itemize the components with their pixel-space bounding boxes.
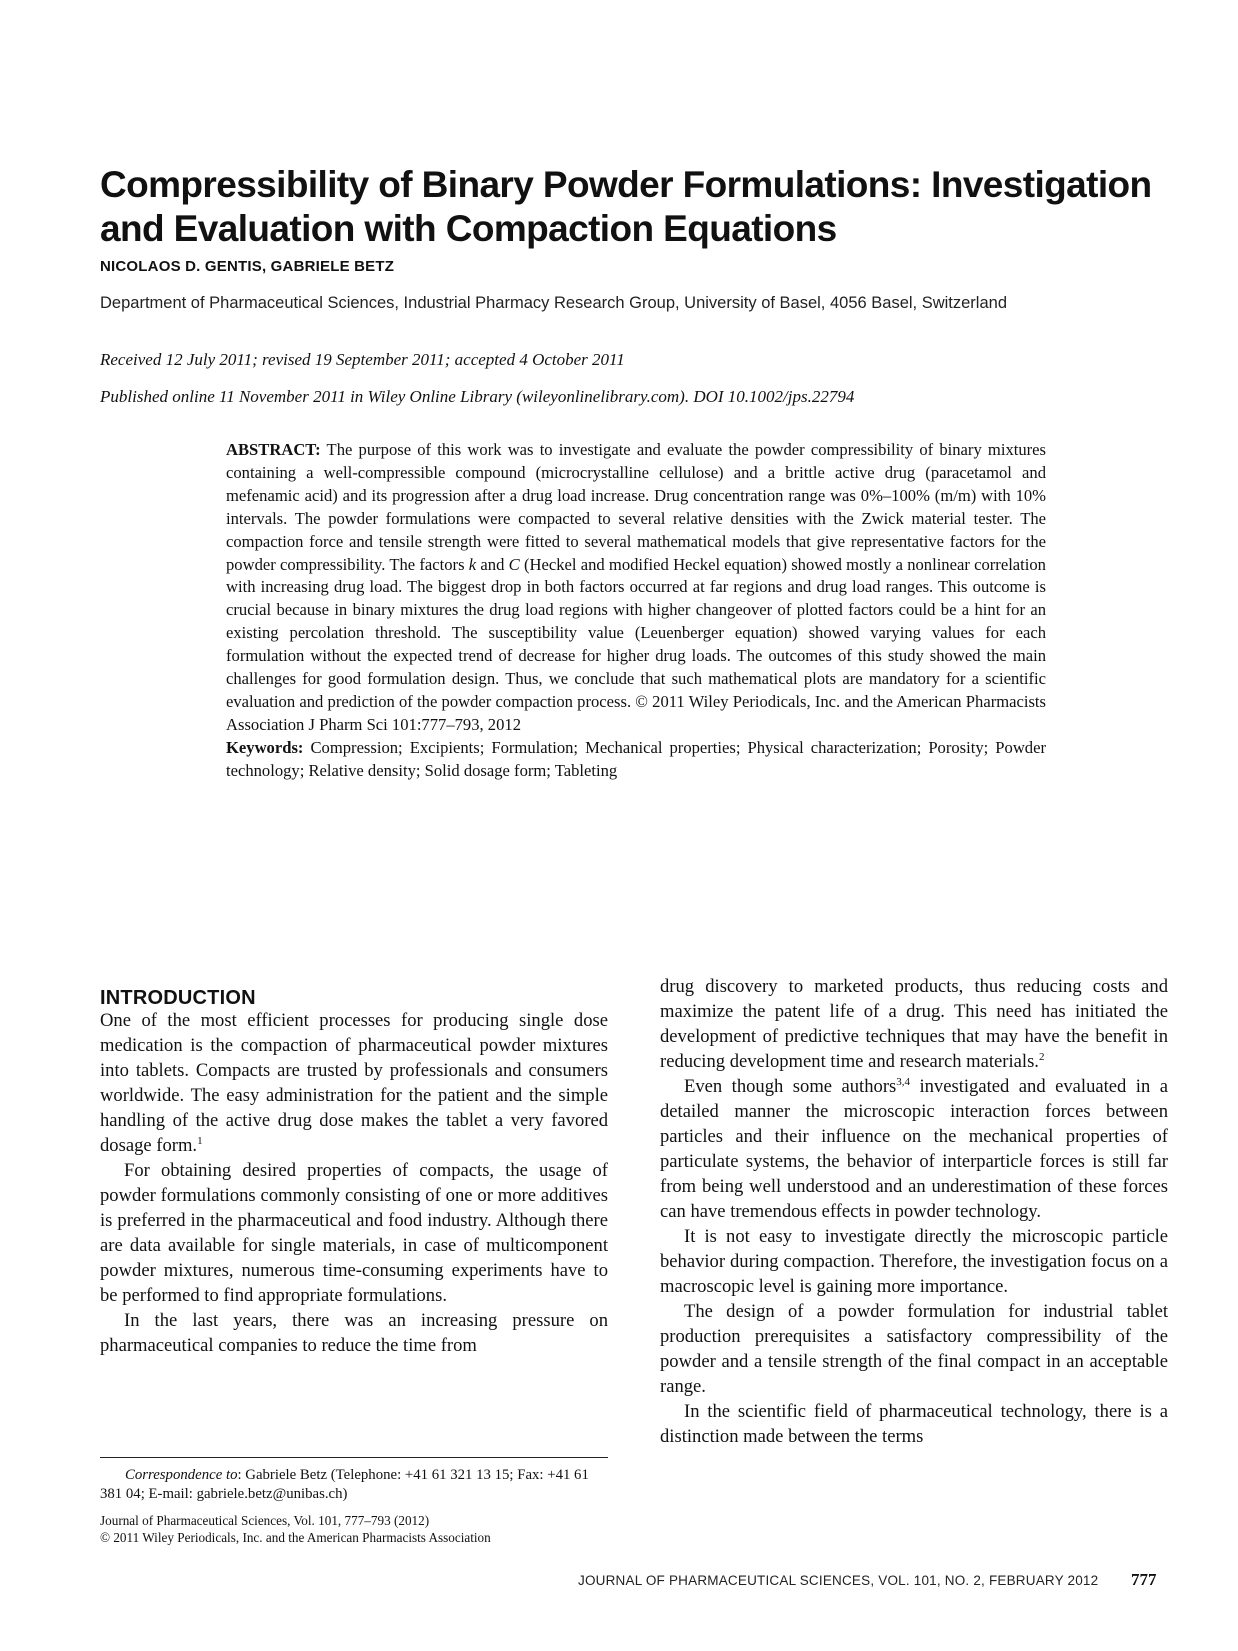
citation-ref[interactable]: 1 bbox=[197, 1135, 203, 1147]
keywords-list: Compression; Excipients; Formulation; Mechanical properties; Physical characterization; Porosity; Powder technology; Relative density; Solid dosage form; Tableting bbox=[226, 737, 1046, 780]
paragraph-text: investigated and evaluated in a detailed manner the microscopic interaction forces between particles and their influence on the mechanical properties of particulate systems, the behavior of interparticle forces is still far from being well understood and an underestimation of these forces can have tremendous effects in powder technology. bbox=[660, 1076, 1168, 1222]
page-number: 777 bbox=[1131, 1570, 1157, 1589]
author-list: NICOLAOS D. GENTIS, GABRIELE BETZ bbox=[100, 258, 395, 275]
abstract-var-c: C bbox=[508, 554, 520, 574]
paragraph-text: One of the most efficient processes for producing single dose medication is the compaction of pharmaceutical powder mixtures into tablets. Compacts are trusted by professionals and consumers worldwide. The easy administration for the patient and the simple handling of the active drug dose makes the tablet a very favored dosage form. bbox=[100, 1010, 608, 1156]
paragraph: It is not easy to investigate directly the microscopic particle behavior during compaction. Therefore, the investigation focus on a macroscopic level is gaining more importance. bbox=[660, 1226, 1168, 1297]
abstract-label: ABSTRACT: bbox=[226, 440, 321, 459]
right-column bbox=[660, 974, 1168, 1449]
section-heading-introduction: INTRODUCTION bbox=[100, 986, 256, 1009]
citation-ref[interactable]: 3,4 bbox=[896, 1076, 910, 1088]
paragraph bbox=[660, 1074, 1168, 1224]
paragraph bbox=[100, 1008, 608, 1158]
citation-ref[interactable]: 2 bbox=[1038, 1051, 1045, 1063]
copyright-notice: © 2011 Wiley Periodicals, Inc. and the American Pharmacists Association bbox=[100, 1530, 491, 1545]
abstract-text: and bbox=[476, 554, 509, 574]
abstract-var-k: k bbox=[468, 554, 477, 574]
paragraph: The design of a powder formulation for industrial tablet production prerequisites a satisfactory compressibility of the powder and a tensile strength of the final compact in an acceptable range. bbox=[660, 1301, 1168, 1397]
paragraph: In the last years, there was an increasing pressure on pharmaceutical companies to reduce the time from bbox=[100, 1310, 608, 1356]
keywords-label: Keywords: bbox=[226, 737, 304, 757]
footnote bbox=[100, 1466, 608, 1546]
footnote-divider bbox=[100, 1457, 608, 1458]
correspondence-text: : Gabriele Betz (Telephone: +41 61 321 13 15; Fax: +41 61 381 04; E-mail: gabriele.betz@unibas.ch) bbox=[100, 1467, 589, 1502]
keywords bbox=[226, 737, 1046, 783]
left-column bbox=[100, 1008, 608, 1358]
received-dates: Received 12 July 2011; revised 19 September 2011; accepted 4 October 2011 bbox=[100, 350, 625, 369]
publication-info: Published online 11 November 2011 in Wiley Online Library (wileyonlinelibrary.com). DOI 10.1002/jps.22794 bbox=[100, 387, 855, 406]
abstract-text: (Heckel and modified Heckel equation) showed mostly a nonlinear correlation with increasing drug load. The biggest drop in both factors occurred at far regions and drug load ranges. This outcome is crucial because in binary mixtures the drug load regions with higher changeover of plotted factors could be a hint for an existing percolation threshold. The susceptibility value (Leuenberger equation) showed varying values for each formulation without the expected trend of decrease for higher drug loads. The outcomes of this study showed the main challenges for good formulation design. Thus, we conclude that such mathematical plots are mandatory for a scientific evaluation and prediction of the powder compaction process. © 2011 Wiley Periodicals, Inc. and the American Pharmacists Association J Pharm Sci 101:777–793, 2012 bbox=[226, 554, 1046, 734]
paragraph: For obtaining desired properties of compacts, the usage of powder formulations commonly consisting of one or more additives is preferred in the pharmaceutical and food industry. Although there are data available for single materials, in case of multicomponent powder mixtures, numerous time-consuming experiments have to be performed to find appropriate formulations. bbox=[100, 1160, 608, 1306]
paragraph-text: drug discovery to marketed products, thus reducing costs and maximize the patent life of a drug. This need has initiated the development of predictive techniques that may have the benefit in reducing development time and research materials. bbox=[660, 976, 1168, 1072]
paragraph bbox=[660, 974, 1168, 1074]
journal-citation: Journal of Pharmaceutical Sciences, Vol. 101, 777–793 (2012) bbox=[100, 1513, 430, 1528]
article-title: Compressibility of Binary Powder Formulations: Investigation and Evaluation with Compaction Equations bbox=[100, 163, 1152, 249]
running-footer: JOURNAL OF PHARMACEUTICAL SCIENCES, VOL. 101, NO. 2, FEBRUARY 2012 bbox=[578, 1573, 1099, 1588]
abstract-text: The purpose of this work was to investigate and evaluate the powder compressibility of binary mixtures containing a well-compressible compound (microcrystalline cellulose) and a brittle active drug (paracetamol and mefenamic acid) and its progression after a drug load increase. Drug concentration range was 0%–100% (m/m) with 10% intervals. The powder formulations were compacted to several relative densities with the Zwick material tester. The compaction force and tensile strength were fitted to several mathematical models that give representative factors for the powder compressibility. The factors bbox=[226, 440, 1046, 574]
correspondence bbox=[100, 1466, 608, 1504]
paragraph: In the scientific field of pharmaceutical technology, there is a distinction made between the terms bbox=[660, 1401, 1168, 1447]
paragraph-text: Even though some authors bbox=[684, 1076, 897, 1097]
correspondence-label: Correspondence to bbox=[125, 1467, 238, 1483]
affiliation: Department of Pharmaceutical Sciences, Industrial Pharmacy Research Group, University of Basel, 4056 Basel, Switzerland bbox=[100, 294, 1008, 312]
abstract-body bbox=[226, 439, 1046, 737]
abstract bbox=[226, 439, 1046, 783]
